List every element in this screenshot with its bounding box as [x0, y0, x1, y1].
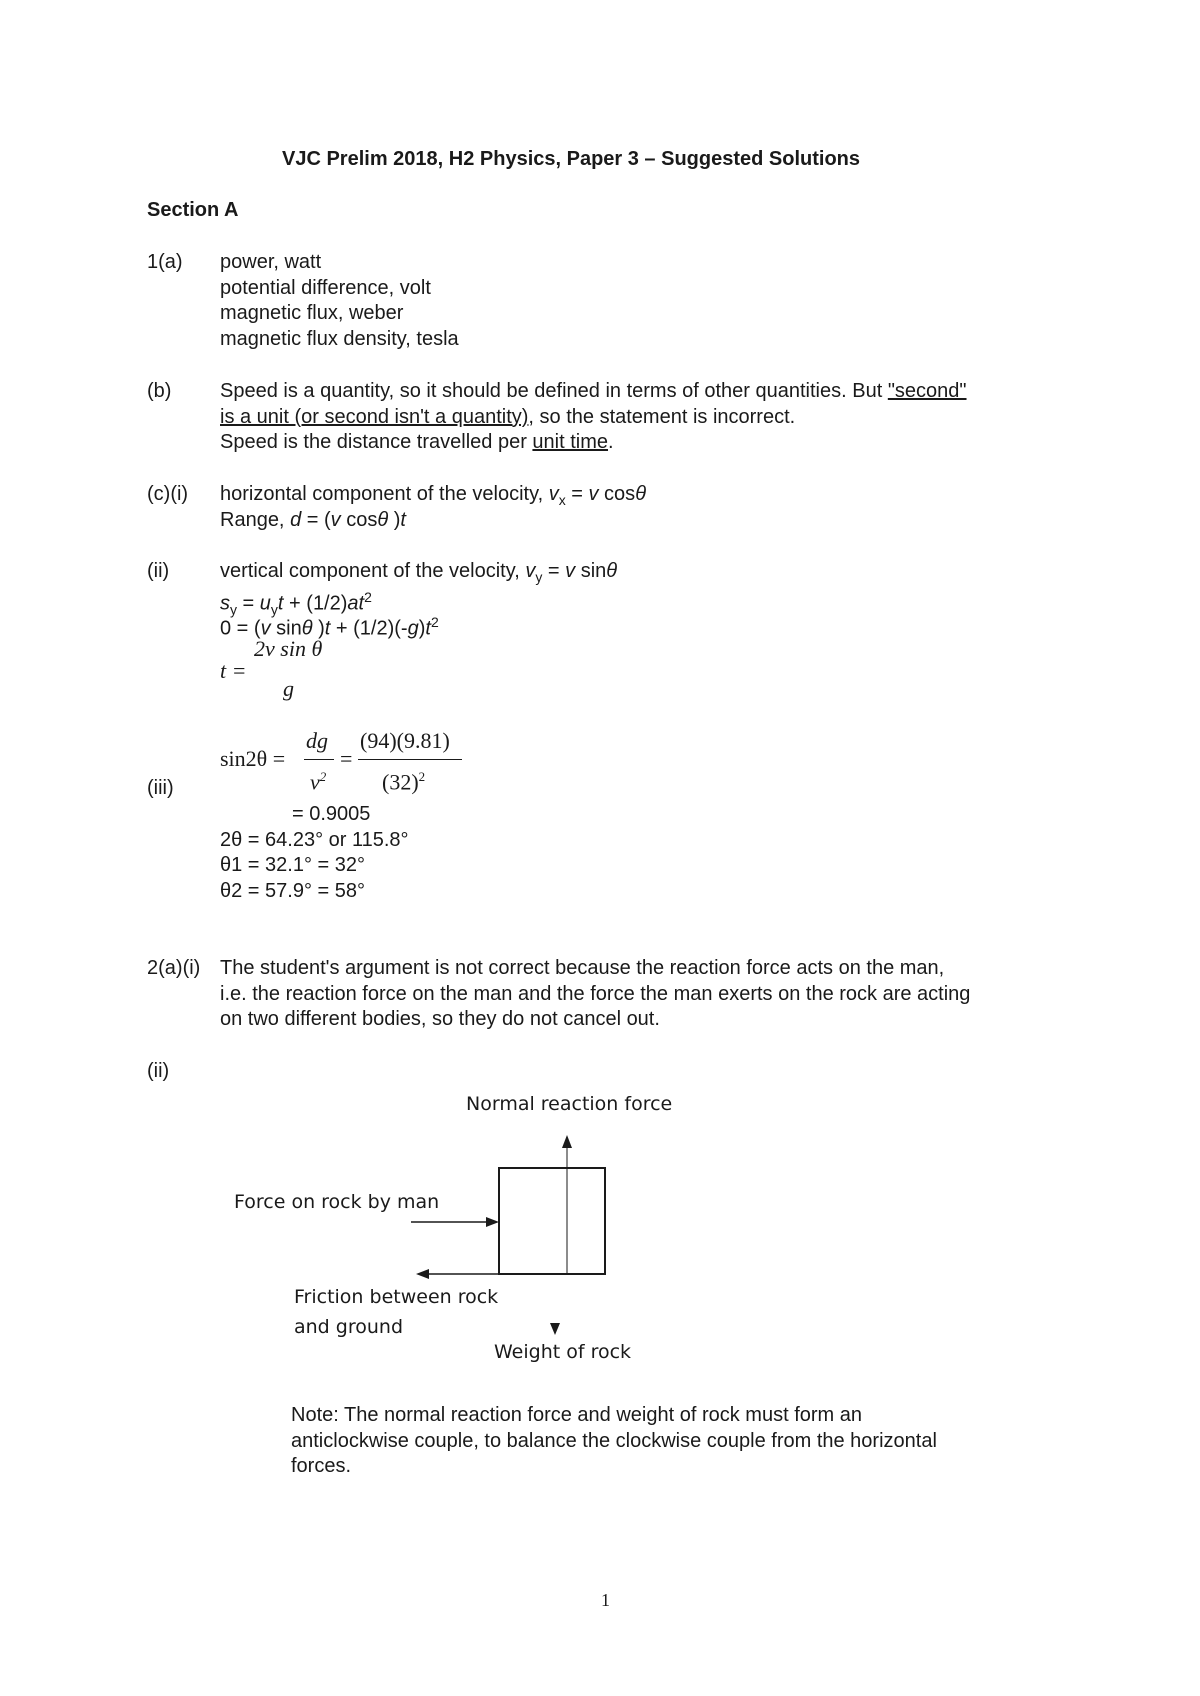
text: cos — [340, 509, 378, 531]
var: u — [259, 592, 271, 615]
den-sup: 2 — [418, 769, 426, 784]
var: t — [425, 617, 431, 640]
den-var: v — [310, 769, 320, 795]
label-normal-reaction: Normal reaction force — [466, 1093, 673, 1115]
var: v — [588, 483, 599, 505]
weight-arrowhead — [550, 1323, 560, 1335]
q2ai-label: 2(a)(i) — [147, 957, 201, 979]
q2ai-line: The student's argument is not correct because the reaction force acts on the man, — [220, 957, 945, 979]
note-line: Note: The normal reaction force and weight of rock must form an — [291, 1404, 863, 1426]
var: t — [277, 592, 284, 615]
var: t — [358, 592, 365, 615]
text: Range, — [220, 509, 291, 531]
text: sin — [575, 560, 607, 582]
q1b-underlined: unit time — [532, 431, 609, 453]
eq-numerator: 2v sin θ — [254, 636, 323, 661]
label-weight: Weight of rock — [494, 1341, 632, 1363]
var: v — [260, 617, 271, 640]
var: v — [548, 483, 559, 505]
q1b-label: (b) — [147, 380, 172, 402]
q1ciii-label: (iii) — [147, 777, 174, 799]
text: sin — [270, 617, 302, 640]
q2ai-line: on two different bodies, so they do not cancel out. — [220, 1008, 660, 1030]
var: s — [220, 592, 230, 615]
var: g — [407, 617, 419, 640]
var: v — [525, 560, 536, 582]
section-heading: Section A — [147, 199, 239, 221]
eq-equals: = — [340, 746, 353, 771]
text: horizontal component of the velocity, — [220, 483, 549, 505]
q1ciii-line: θ2 = 57.9° = 58° — [220, 880, 365, 902]
q1a-line: magnetic flux, weber — [220, 302, 404, 324]
var: t — [324, 617, 331, 640]
var: d — [290, 509, 302, 531]
q1a-line: magnetic flux density, tesla — [220, 328, 459, 350]
text: ) — [388, 509, 401, 531]
var: t — [400, 509, 406, 531]
page-title: VJC Prelim 2018, H2 Physics, Paper 3 – Suggested Solutions — [282, 148, 861, 170]
theta: θ — [606, 560, 618, 582]
page-number: 1 — [601, 1590, 610, 1610]
eq-lhs: sin2θ = — [220, 746, 286, 771]
normal-force-arrowhead — [562, 1135, 572, 1148]
q1b-text: Speed is the distance travelled per — [220, 431, 533, 453]
var: v — [565, 560, 576, 582]
q1a-label: 1(a) — [147, 251, 183, 273]
q1a-line: power, watt — [220, 251, 322, 273]
text: ) — [312, 617, 325, 640]
theta: θ — [301, 617, 313, 640]
q1a-line: potential difference, volt — [220, 277, 431, 299]
text: = — [542, 560, 566, 582]
label-friction: and ground — [294, 1316, 404, 1338]
eq-numerator: (94)(9.81) — [360, 728, 450, 753]
superscript: 2 — [430, 614, 439, 630]
q1ciii-line: = 0.9005 — [292, 803, 371, 825]
den-sup: 2 — [319, 769, 327, 784]
text: 0 = ( — [220, 617, 261, 640]
subscript: y — [230, 601, 237, 618]
eq-numerator: dg — [306, 728, 328, 753]
q1b-text: Speed is a quantity, so it should be defined in terms of other quantities. But — [220, 380, 888, 402]
q2aii-label: (ii) — [147, 1060, 170, 1082]
theta: θ — [635, 483, 647, 505]
label-friction: Friction between rock — [294, 1286, 499, 1308]
q2ai-line: i.e. the reaction force on the man and the force the man exerts on the rock are acting — [220, 983, 971, 1005]
text: = — [565, 483, 589, 505]
q1ciii-line: 2θ = 64.23° or 115.8° — [220, 829, 409, 851]
q1cii-label: (ii) — [147, 560, 170, 582]
subscript: y — [535, 569, 543, 585]
text: + (1/2) — [283, 592, 348, 615]
friction-arrowhead — [416, 1269, 429, 1279]
q1b-text: , so the statement is incorrect. — [528, 406, 796, 428]
text: + (1/2)(- — [330, 617, 408, 640]
den-value: (32) — [382, 769, 419, 795]
text: vertical component of the velocity, — [220, 560, 526, 582]
var: a — [347, 592, 359, 615]
q1b-underlined: "second" — [887, 380, 967, 402]
q1ciii-line: θ1 = 32.1° = 32° — [220, 854, 365, 876]
q1b-text: . — [608, 431, 614, 453]
text: = ( — [301, 509, 331, 531]
eq-denominator: g — [283, 676, 294, 701]
var: v — [330, 509, 341, 531]
text: = — [237, 592, 260, 615]
theta: θ — [377, 509, 389, 531]
rock-box — [499, 1168, 605, 1274]
text: ) — [418, 617, 426, 640]
text: cos — [598, 483, 636, 505]
superscript: 2 — [364, 589, 372, 605]
q1ci-label: (c)(i) — [147, 483, 189, 505]
note-line: forces. — [291, 1455, 352, 1477]
subscript: x — [558, 492, 566, 508]
note-line: anticlockwise couple, to balance the clockwise couple from the horizontal — [291, 1430, 937, 1452]
eq-lhs: t = — [220, 658, 247, 683]
subscript: y — [270, 601, 278, 618]
force-by-man-arrowhead — [486, 1217, 499, 1227]
q1b-underlined: is a unit (or second isn't a quantity) — [220, 406, 529, 428]
label-force-by-man: Force on rock by man — [234, 1191, 440, 1213]
